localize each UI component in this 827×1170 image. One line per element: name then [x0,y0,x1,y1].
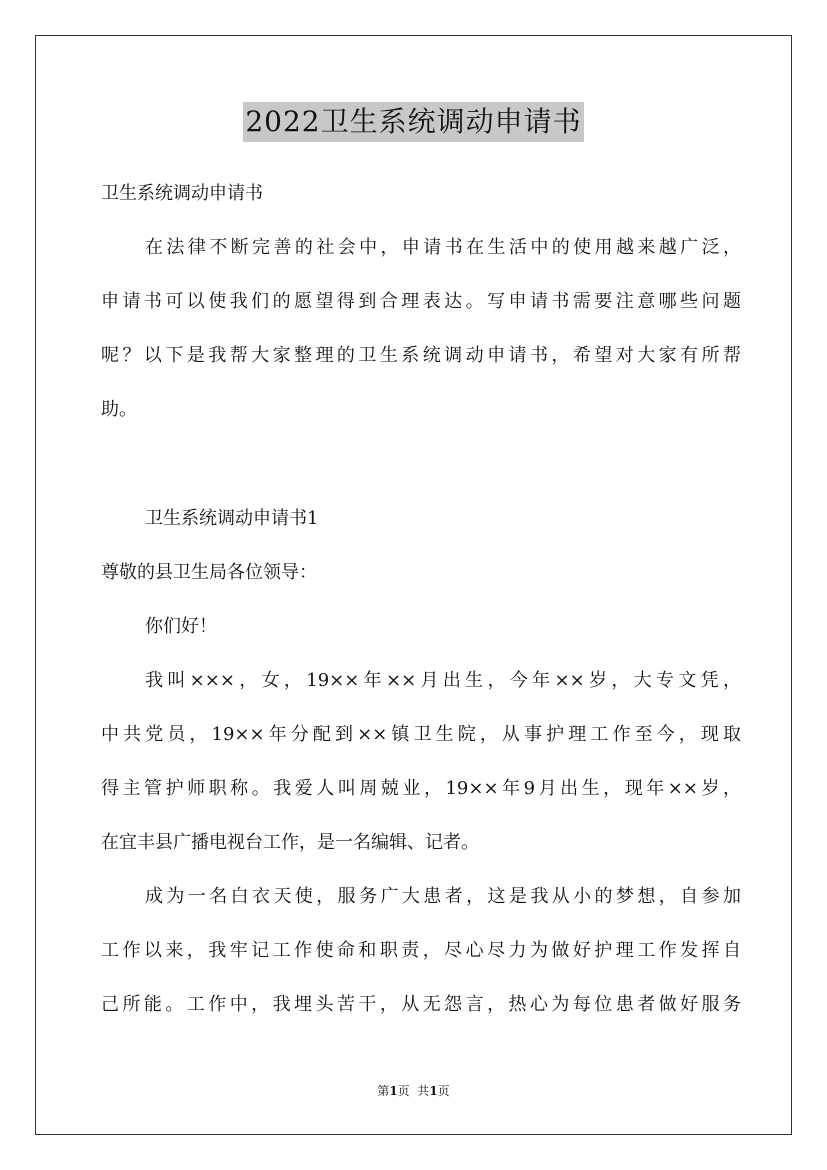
paragraph-line: 呢？以下是我帮大家整理的卫生系统调动申请书，希望对大家有所帮 [101,345,741,366]
page-number-total: 1 [429,1084,438,1098]
paragraph-line: 在法律不断完善的社会中，申请书在生活中的使用越来越广泛， [145,237,741,258]
paragraph-line: 在宜丰县广播电视台工作，是一名编辑、记者。 [101,832,479,853]
footer-label: 页 [437,1084,450,1098]
paragraph-line: 工作以来，我牢记工作使命和职责，尽心尽力为做好护理工作发挥自 [101,940,741,961]
footer-label: 第 [377,1084,390,1098]
page-footer [0,1083,827,1099]
title-wrap [0,102,827,142]
paragraph-line: 我叫×××，女，19××年××月出生，今年××岁，大专文凭， [145,670,741,691]
paragraph-line: 中共党员，19××年分配到××镇卫生院，从事护理工作至今，现取 [101,724,741,745]
salutation: 尊敬的县卫生局各位领导： [101,562,317,583]
footer-label: 页 共 [397,1084,430,1098]
section-heading: 卫生系统调动申请书 [101,183,263,204]
paragraph-line: 己所能。工作中，我埋头苦干，从无怨言，热心为每位患者做好服务 [101,994,741,1015]
greeting: 你们好！ [145,616,217,637]
document-title: 2022卫生系统调动申请书 [243,102,583,142]
paragraph-line: 得主管护师职称。我爱人叫周兢业，19××年9月出生，现年××岁， [101,778,741,799]
paragraph-line: 申请书可以使我们的愿望得到合理表达。写申请书需要注意哪些问题 [101,291,741,312]
page-number-current: 1 [389,1084,398,1098]
letter-heading: 卫生系统调动申请书1 [145,508,319,529]
paragraph-line: 成为一名白衣天使，服务广大患者，这是我从小的梦想，自参加 [145,886,741,907]
paragraph-line: 助。 [101,399,137,420]
